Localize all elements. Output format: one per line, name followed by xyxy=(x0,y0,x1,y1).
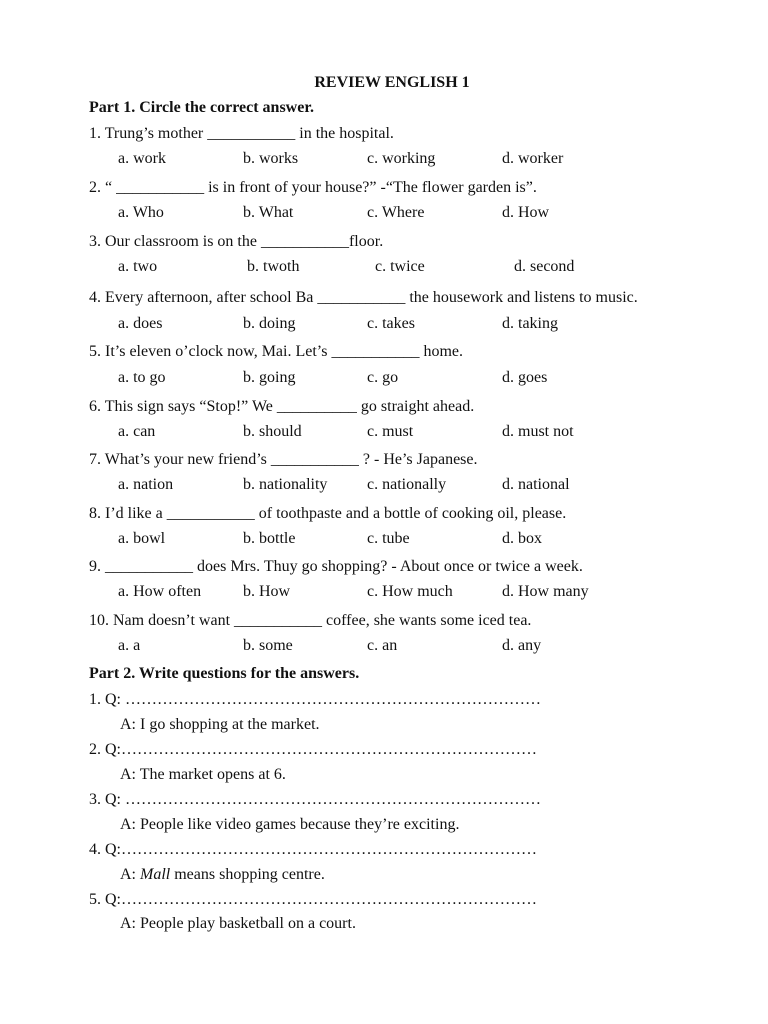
q7-option-c: c. nationally xyxy=(367,476,447,493)
part2-question-1: 1. Q: …………………………………………………………………… xyxy=(89,691,541,708)
q8-option-d: d. box xyxy=(502,530,542,547)
q2-option-a: a. Who xyxy=(118,204,164,221)
q1-option-a: a. work xyxy=(118,150,166,167)
q5-option-a: a. to go xyxy=(118,369,166,386)
q5-option-d: d. goes xyxy=(502,369,548,386)
q4-option-d: d. taking xyxy=(502,315,558,332)
question-10: 10. Nam doesn’t want ___________ coffee, she wants some iced tea. xyxy=(89,612,532,629)
q9-option-d: d. How many xyxy=(502,583,589,600)
q10-option-b: b. some xyxy=(243,637,293,654)
q3-option-b: b. twoth xyxy=(247,258,300,275)
q5-option-c: c. go xyxy=(367,369,399,386)
q4-option-a: a. does xyxy=(118,315,163,332)
q9-option-a: a. How often xyxy=(118,583,202,600)
q10-option-c: c. an xyxy=(367,637,398,654)
part2-answer-4 xyxy=(120,865,325,885)
q2-option-d: d. How xyxy=(502,204,550,221)
q7-option-d: d. national xyxy=(502,476,570,493)
q1-option-d: d. worker xyxy=(502,150,564,167)
q9-option-c: c. How much xyxy=(367,583,453,600)
page-title: REVIEW ENGLISH 1 xyxy=(314,74,470,91)
answer-4-suffix: means shopping centre. xyxy=(170,866,325,883)
q10-option-a: a. a xyxy=(118,637,141,654)
q6-option-b: b. should xyxy=(243,423,302,440)
part2-question-2: 2. Q:…………………………………………………………………… xyxy=(89,741,537,758)
q4-option-c: c. takes xyxy=(367,315,415,332)
part2-question-5: 5. Q:…………………………………………………………………… xyxy=(89,891,537,908)
question-5: 5. It’s eleven o’clock now, Mai. Let’s ___________ home. xyxy=(89,343,463,360)
q7-option-a: a. nation xyxy=(118,476,174,493)
part2-answer-2: A: The market opens at 6. xyxy=(120,766,286,783)
part2-answer-3: A: People like video games because they’re exciting. xyxy=(120,816,460,833)
q6-option-a: a. can xyxy=(118,423,156,440)
part2-question-3: 3. Q: …………………………………………………………………… xyxy=(89,791,541,808)
question-1: 1. Trung’s mother ___________ in the hospital. xyxy=(89,125,394,142)
q9-option-b: b. How xyxy=(243,583,291,600)
q3-option-a: a. two xyxy=(118,258,158,275)
q3-option-d: d. second xyxy=(514,258,575,275)
q6-option-c: c. must xyxy=(367,423,414,440)
q3-option-c: c. twice xyxy=(375,258,425,275)
part2-answer-5: A: People play basketball on a court. xyxy=(120,915,356,932)
question-4: 4. Every afternoon, after school Ba ___________ the housework and listens to music. xyxy=(89,289,638,306)
question-8: 8. I’d like a ___________ of toothpaste and a bottle of cooking oil, please. xyxy=(89,505,567,522)
answer-4-prefix: A: xyxy=(120,866,140,883)
q1-option-c: c. working xyxy=(367,150,436,167)
question-7: 7. What’s your new friend’s ___________ ? - He’s Japanese. xyxy=(89,451,478,468)
q6-option-d: d. must not xyxy=(502,423,574,440)
question-2: 2. “ ___________ is in front of your house?” -“The flower garden is”. xyxy=(89,179,537,196)
part1-heading: Part 1. Circle the correct answer. xyxy=(89,99,314,116)
q2-option-b: b. What xyxy=(243,204,294,221)
part2-answer-1: A: I go shopping at the market. xyxy=(120,716,320,733)
q10-option-d: d. any xyxy=(502,637,542,654)
q8-option-a: a. bowl xyxy=(118,530,166,547)
question-6: 6. This sign says “Stop!” We __________ go straight ahead. xyxy=(89,398,475,415)
q7-option-b: b. nationality xyxy=(243,476,328,493)
question-9: 9. ___________ does Mrs. Thuy go shopping? - About once or twice a week. xyxy=(89,558,583,575)
part2-heading: Part 2. Write questions for the answers. xyxy=(89,665,360,682)
q1-option-b: b. works xyxy=(243,150,299,167)
q4-option-b: b. doing xyxy=(243,315,296,332)
question-3: 3. Our classroom is on the ___________floor. xyxy=(89,233,384,250)
q8-option-b: b. bottle xyxy=(243,530,296,547)
q8-option-c: c. tube xyxy=(367,530,410,547)
q5-option-b: b. going xyxy=(243,369,296,386)
q2-option-c: c. Where xyxy=(367,204,425,221)
answer-4-italic-word: Mall xyxy=(140,866,171,883)
part2-question-4: 4. Q:…………………………………………………………………… xyxy=(89,841,537,858)
